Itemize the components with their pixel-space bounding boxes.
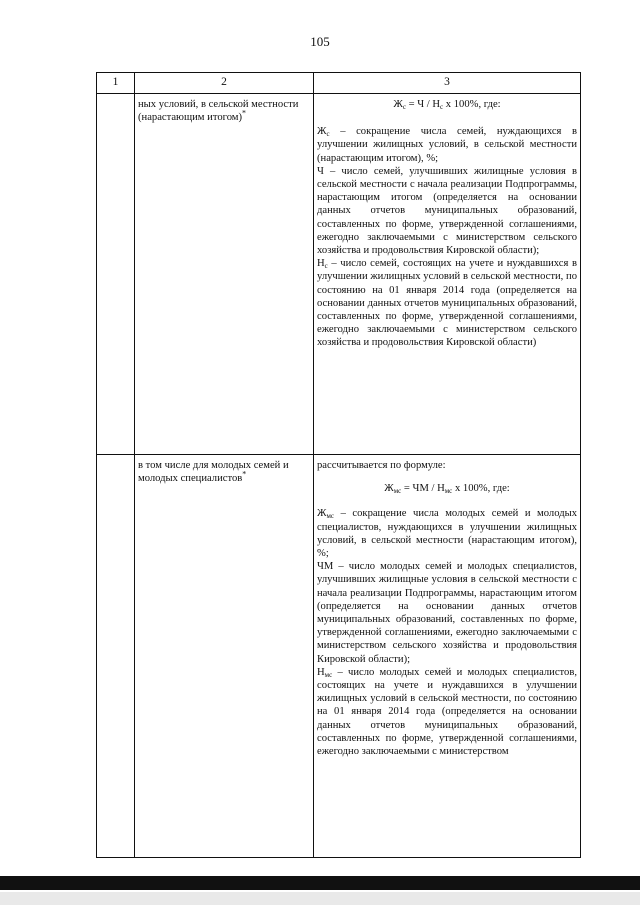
table-row	[97, 94, 581, 455]
indicator-name-cell	[135, 455, 314, 858]
indicator-name: в том числе для молодых семей и молодых специалистов	[138, 460, 289, 485]
footnote-mark: *	[242, 108, 247, 118]
definition-line: Ч – число семей, улучшивших жилищные условия в сельской местности с начала реализации Подпрограммы, нарастающим итогом (определяется на основании данных отчетов муниципальных образований, составленных по форме, утвержденной соглашениями, ежегодно заключаемыми с министерством сельского хозяйства и продовольствия Кировской области);	[317, 165, 577, 257]
indicator-name-cell	[135, 94, 314, 455]
calculation-method-cell	[314, 455, 581, 858]
indicator-name: ных условий, в сельской местности (нарастающим итогом)	[138, 99, 299, 124]
definition-line: $Н_с$ – число семей, состоящих на учете и нуждавшихся в улучшении жилищных условий в сельской местности, по состоянию на 01 января 2014 года (определяется на основании данных отчетов муниципальных образований, составленных по форме, утвержденной соглашениями, ежегодно заключаемыми с министерством сельского хозяйства и продовольствия Кировской области)	[317, 258, 577, 349]
page-number: 105	[310, 34, 330, 49]
row-number-cell	[97, 455, 135, 858]
table-row	[97, 455, 581, 858]
formula: $Ж_{мс}$ = ЧМ / $Н_{мс}$ х 100%, где:	[384, 483, 510, 496]
column-header-1: 1	[97, 73, 135, 94]
definition-line: $Н_{мс}$ – число молодых семей и молодых специалистов, состоящих на учете и нуждавшихся в улучшении жилищных условий в сельской местности, по состоянию на 01 января 2014 года (определяется на основании данных отчетов муниципальных образований, составленных по форме, утвержденной соглашениями, ежегодно заключаемыми с министерством	[317, 666, 577, 758]
table-header-row	[97, 73, 581, 94]
formula: $Ж_с = Ч / Н_с$ х 100%, где:	[393, 99, 501, 111]
definition-line: $Ж_с$ – сокращение числа семей, нуждающихся в улучшении жилищных условий, в сельской местности (нарастающим итогом), %;	[317, 126, 577, 164]
definition-line: ЧМ – число молодых семей и молодых специалистов, улучшивших жилищные условия в сельской местности с начала реализации Подпрограммы, нарастающим итогом (определяется на основании данных отчетов муниципальных образований, составленных по форме, утвержденной соглашениями, ежегодно заключаемыми с министерством сельского хозяйства и продовольствия Кировской области);	[317, 561, 577, 665]
row-number-cell	[97, 94, 135, 455]
calculation-method-cell	[314, 94, 581, 455]
indicator-table	[96, 72, 581, 858]
scan-edge-strip	[0, 892, 640, 905]
definition-line: $Ж_{мс}$ – сокращение числа молодых семей и молодых специалистов, нуждающихся в улучшении жилищных условий, в сельской местности (нарастающим итогом), %;	[317, 508, 577, 560]
column-header-2: 2	[135, 73, 314, 94]
column-header-3: 3	[314, 73, 581, 94]
scan-edge-bar	[0, 876, 640, 890]
formula-intro: рассчитывается по формуле:	[317, 460, 446, 471]
footnote-mark: *	[242, 469, 247, 479]
